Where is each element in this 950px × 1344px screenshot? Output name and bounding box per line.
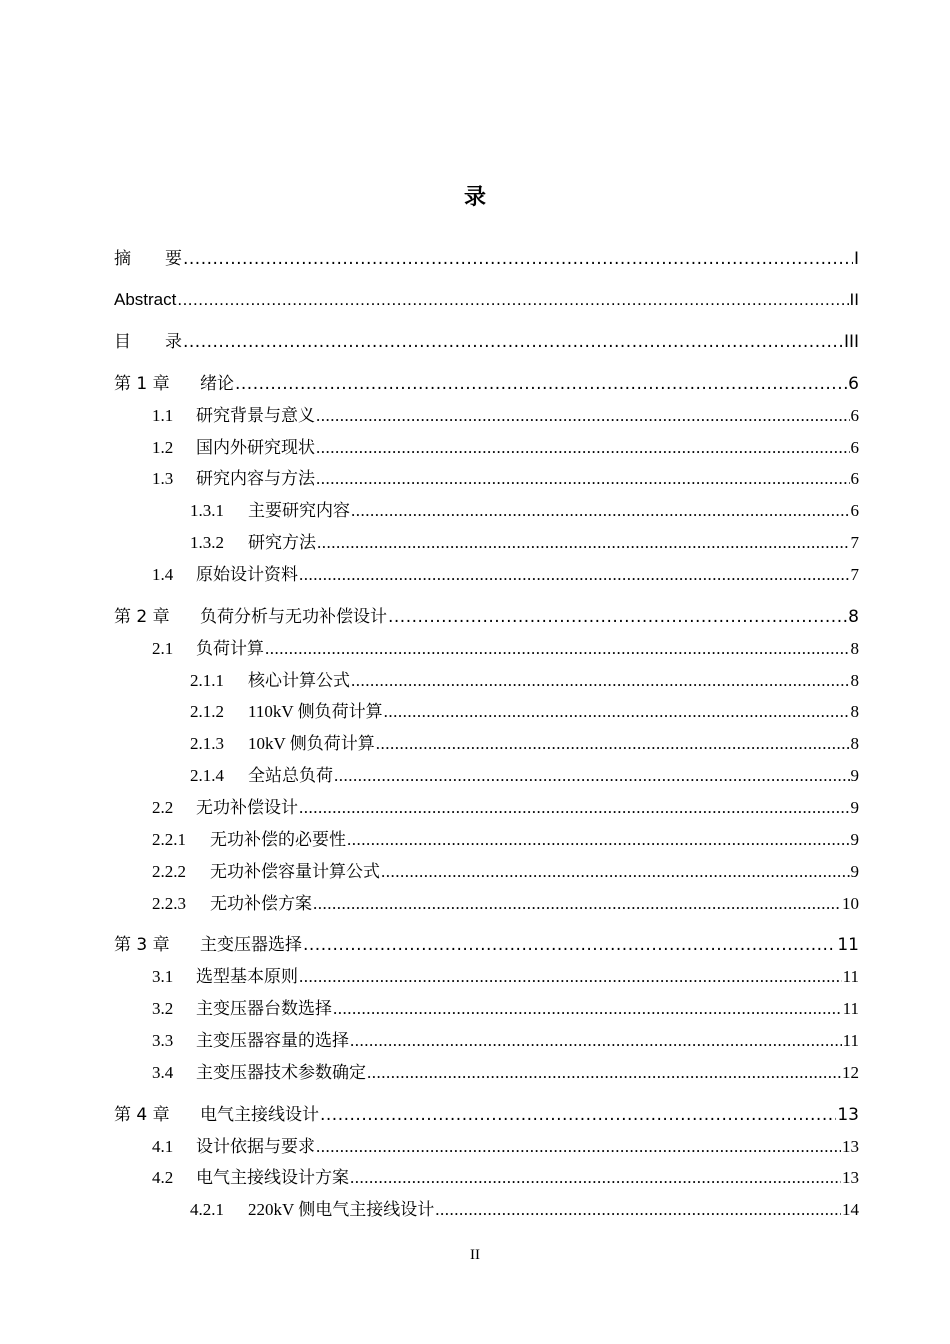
toc-entry-page: 8 [850,734,859,753]
toc-title: 录 [463,185,486,210]
leader-dots [299,798,850,818]
toc-entry-page: 11 [842,967,859,986]
toc-entry-label: 全站总负荷 [248,766,333,785]
toc-entry-number: 2.2.1 [152,830,186,849]
toc-section-1-2[interactable] [152,436,859,458]
leader-dots [350,1031,842,1051]
toc-entry-number: 2.2.2 [152,862,186,881]
toc-entry-label: Abstract [114,290,177,309]
toc-entry-label: 原始设计资料 [196,565,298,584]
toc-entry-label: 无功补偿的必要性 [210,830,346,849]
toc-subsection-2-1-2[interactable] [190,700,859,722]
toc-section-2-2[interactable] [152,796,859,818]
leader-dots [316,469,850,489]
toc-entry-label: 主要研究内容 [248,501,350,520]
leader-dots [317,533,850,553]
toc-entry-number: 3.1 [152,967,174,986]
toc-section-1-3[interactable] [152,467,859,489]
toc-entry-number: 1.3.2 [190,533,224,552]
leader-dots [347,830,850,850]
leader-dots [313,894,841,914]
toc-section-1-4[interactable] [152,563,859,585]
leader-dots [320,1105,836,1125]
toc-entry-page: II [849,290,859,309]
toc-entry-number: 2.2.3 [152,894,186,913]
toc-entry-abstract-cn[interactable] [114,247,859,269]
toc-entry-label: 核心计算公式 [248,671,350,690]
leader-dots [299,565,850,585]
toc-entry-label: 主变压器技术参数确定 [196,1063,366,1082]
toc-entry-number: 1.3 [152,469,174,488]
toc-entry-page: 9 [850,798,859,817]
leader-dots [303,935,836,955]
toc-entry-page: 13 [842,1137,859,1156]
toc-subsection-2-1-1[interactable] [190,669,859,691]
toc-entry-page: 8 [850,671,859,690]
toc-entry-number: 1.1 [152,406,174,425]
toc-section-3-1[interactable] [152,965,859,987]
toc-entry-number: 2.1.4 [190,766,224,785]
leader-dots [183,332,843,352]
toc-entry-number: 4.2.1 [190,1200,224,1219]
toc-entry-page: 6 [850,406,859,425]
toc-entry-page: 11 [842,999,859,1018]
leader-dots [350,1168,841,1188]
toc-entry-page: 8 [848,607,859,627]
toc-entry-number: 2.2 [152,798,174,817]
leader-dots [265,639,850,659]
toc-entry-label: 绪论 [200,374,234,394]
toc-entry-number: 3.3 [152,1031,174,1050]
toc-subsection-2-1-4[interactable] [190,764,859,786]
toc-section-3-4[interactable] [152,1061,859,1083]
toc-entry-number: 4.2 [152,1168,174,1187]
toc-entry-number: 第 2 章 [114,607,170,627]
toc-entry-page: 12 [842,1063,859,1082]
toc-chapter-2[interactable] [114,605,859,627]
toc-entry-number: 2.1 [152,639,174,658]
toc-entry-page: 8 [850,639,859,658]
toc-entry-number: 第 4 章 [114,1105,170,1125]
toc-entry-page: 6 [850,438,859,457]
toc-entry-label: 电气主接线设计方案 [196,1168,349,1187]
toc-entry-label: 无功补偿设计 [196,798,298,817]
toc-entry-number: 第 1 章 [114,374,170,394]
toc-subsection-2-1-3[interactable] [190,732,859,754]
toc-entry-number: 1.3.1 [190,501,224,520]
toc-entry-page: III [843,332,859,352]
leader-dots [351,671,850,691]
leader-dots [316,438,850,458]
toc-entry-label: 主变压器选择 [200,935,302,955]
toc-section-3-3[interactable] [152,1029,859,1051]
leader-dots [235,374,847,394]
toc-entry-label: 研究背景与意义 [196,406,315,425]
toc-entry-number: 2.1.1 [190,671,224,690]
toc-entry-number: 1.4 [152,565,174,584]
toc-entry-page: 9 [850,862,859,881]
toc-entry-label: 摘 要 [114,249,182,269]
toc-entry-number: 4.1 [152,1137,174,1156]
toc-entry-page: I [853,249,859,269]
toc-entry-label: 无功补偿方案 [210,894,312,913]
toc-subsection-2-2-2[interactable] [152,860,859,882]
leader-dots [388,607,847,627]
toc-subsection-1-3-1[interactable] [190,499,859,521]
leader-dots [333,999,842,1019]
toc-section-4-2[interactable] [152,1166,859,1188]
toc-entry-number: 第 3 章 [114,935,170,955]
toc-section-3-2[interactable] [152,997,859,1019]
toc-subsection-1-3-2[interactable] [190,531,859,553]
toc-chapter-4[interactable] [114,1103,859,1125]
toc-entry-page: 9 [850,766,859,785]
toc-entry-label: 负荷分析与无功补偿设计 [200,607,387,627]
toc-entry-label: 10kV 侧负荷计算 [248,734,375,753]
leader-dots [351,501,850,521]
leader-dots [299,967,842,987]
toc-entry-label: 研究内容与方法 [196,469,315,488]
toc-chapter-1[interactable] [114,372,859,394]
leader-dots [183,249,853,269]
toc-entry-page: 13 [842,1168,859,1187]
toc-subsection-4-2-1[interactable] [190,1198,859,1220]
toc-entry-page: 14 [842,1200,859,1219]
toc-section-2-1[interactable] [152,637,859,659]
toc-entry-label: 目 录 [114,332,182,352]
toc-entry-page: 9 [850,830,859,849]
toc-entry-number: 3.4 [152,1063,174,1082]
toc-entry-number: 3.2 [152,999,174,1018]
toc-entry-contents[interactable] [114,330,859,352]
toc-entry-page: 6 [850,469,859,488]
toc-entry-abstract-en[interactable] [114,288,859,310]
toc-entry-label: 选型基本原则 [196,967,298,986]
toc-entry-page: 7 [850,565,859,584]
toc-entry-page: 13 [837,1105,859,1125]
toc-entry-label: 电气主接线设计 [200,1105,319,1125]
toc-entry-page: 6 [850,501,859,520]
leader-dots [334,766,850,786]
toc-entry-label: 主变压器容量的选择 [196,1031,349,1050]
leader-dots [177,290,848,310]
toc-entry-label: 设计依据与要求 [196,1137,315,1156]
toc-entry-page: 6 [848,374,859,394]
toc-entry-label: 国内外研究现状 [196,438,315,457]
leader-dots [367,1063,841,1083]
leader-dots [381,862,850,882]
toc-chapter-3[interactable] [114,933,859,955]
toc-entry-page: 11 [842,1031,859,1050]
toc-section-1-1[interactable] [152,404,859,426]
toc-entry-number: 2.1.3 [190,734,224,753]
toc-entry-page: 10 [842,894,859,913]
leader-dots [316,406,850,426]
toc-entry-page: 7 [850,533,859,552]
leader-dots [435,1200,841,1220]
toc-entry-label: 无功补偿容量计算公式 [210,862,380,881]
leader-dots [316,1137,841,1157]
page-number-footer: II [470,1247,480,1263]
toc-entry-page: 11 [837,935,859,955]
toc-subsection-2-2-1[interactable] [152,828,859,850]
toc-entry-number: 1.2 [152,438,174,457]
toc-entry-label: 110kV 侧负荷计算 [248,702,383,721]
toc-section-4-1[interactable] [152,1135,859,1157]
leader-dots [376,734,850,754]
toc-entry-label: 研究方法 [248,533,316,552]
toc-entry-number: 2.1.2 [190,702,224,721]
toc-entry-label: 220kV 侧电气主接线设计 [248,1200,435,1219]
leader-dots [384,702,850,722]
toc-subsection-2-2-3[interactable] [152,892,859,914]
toc-entry-label: 负荷计算 [196,639,264,658]
toc-entry-label: 主变压器台数选择 [196,999,332,1018]
toc-entry-page: 8 [850,702,859,721]
